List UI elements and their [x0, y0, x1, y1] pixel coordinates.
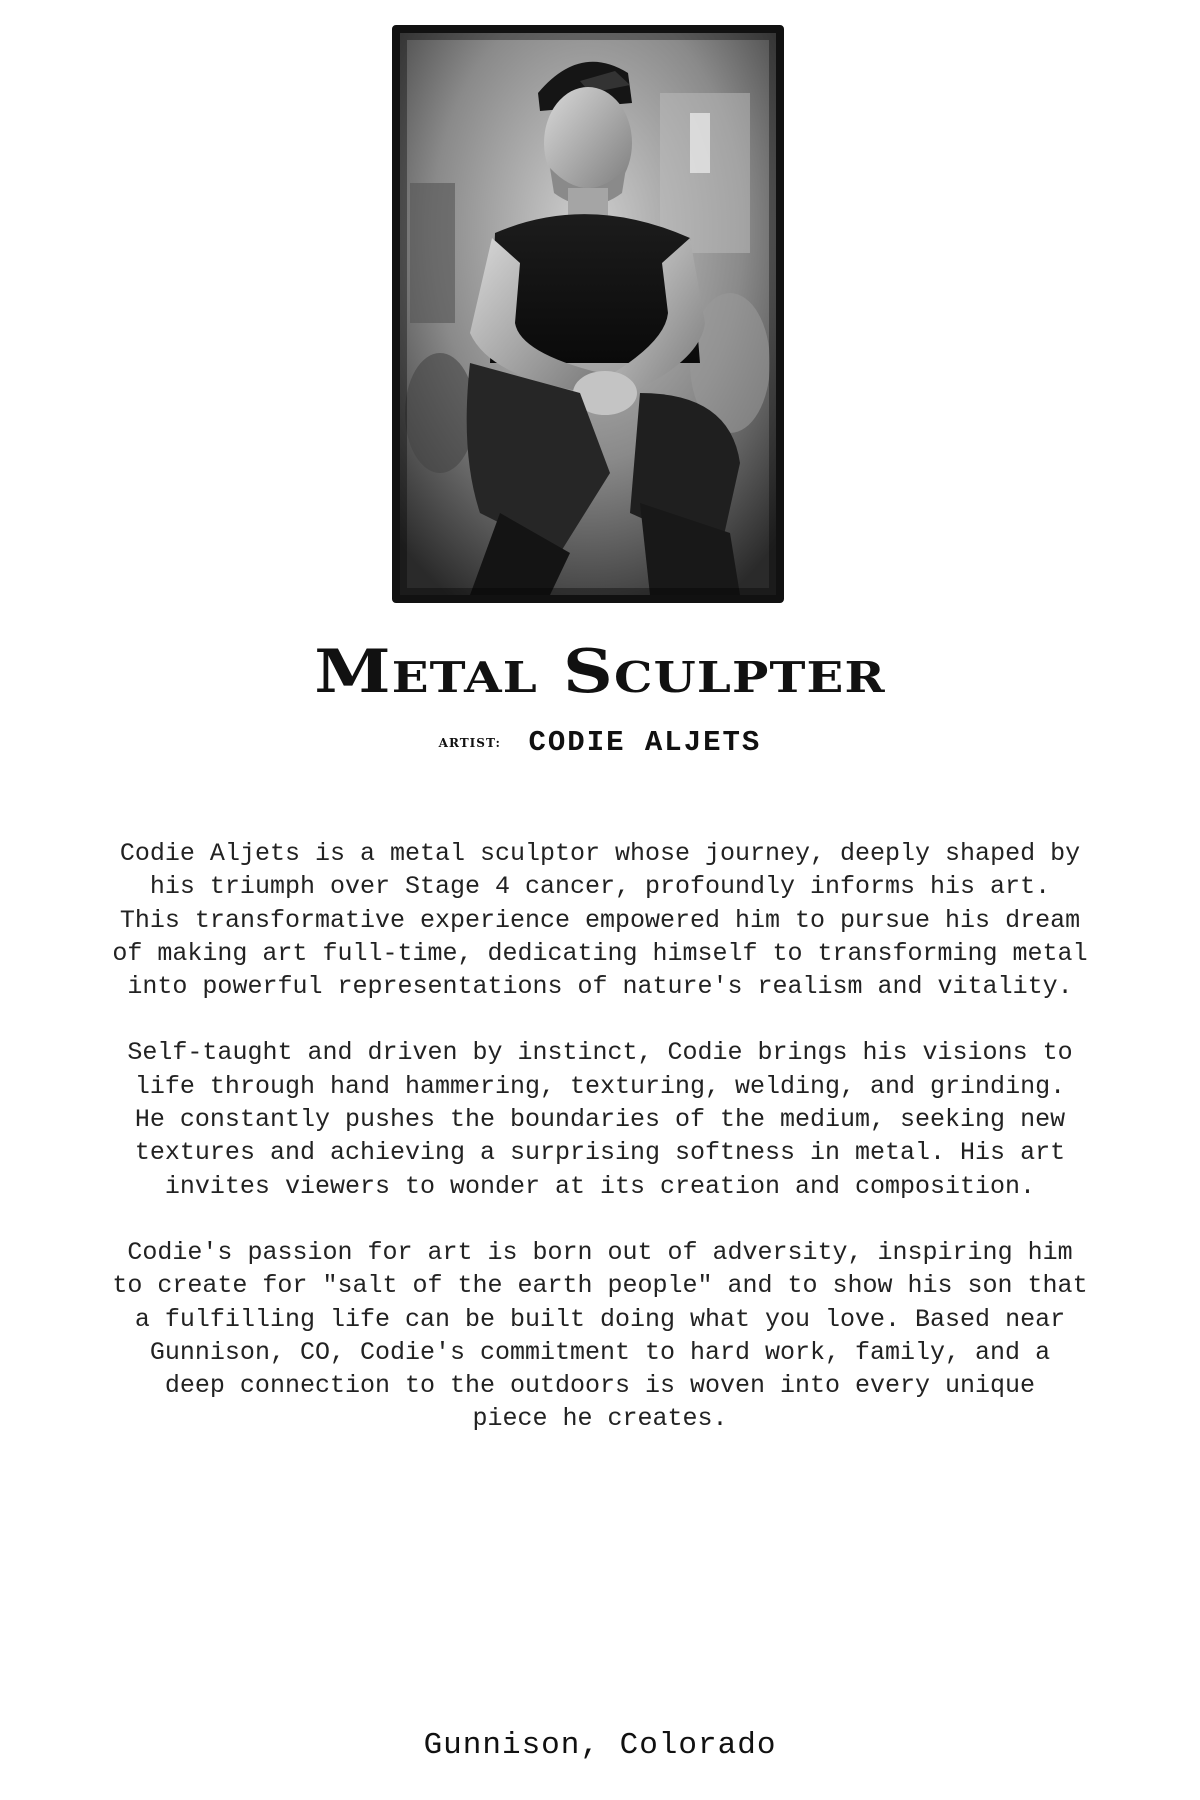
- artist-label: ARTIST:: [438, 735, 501, 750]
- artist-line: [0, 728, 1200, 757]
- bio-paragraph: Codie's passion for art is born out of adversity, inspiring him to create for "salt of the earth people" and to show his son that a fulfilling life can be built doing what you love. Based near Gunnison, CO, Codie's commitment to hard work, family, and a deep connection to the outdoors is woven into every unique piece he creates.: [112, 1237, 1088, 1434]
- page-title: Metal Sculpter: [314, 637, 886, 707]
- bio-paragraph: Self-taught and driven by instinct, Codie brings his visions to life through hand hammering, texturing, welding, and grinding. He constantly pushes the boundaries of the medium, seeking new textures and achieving a surprising softness in metal. His art invites viewers to wonder at its creation and composition.: [127, 1038, 1073, 1201]
- portrait-image: [400, 33, 776, 595]
- bio-paragraph: Codie Aljets is a metal sculptor whose journey, deeply shaped by his triumph over Stage 4 cancer, profoundly informs his art. This transformative experience empowered him to pursue his dream of making art full-time, dedicating himself to transforming metal into powerful representations of nature's realism and vitality.: [112, 839, 1088, 1002]
- artist-bio: [30, 837, 1170, 1469]
- artist-name: CODIE ALJETS: [528, 726, 762, 759]
- location-text: Gunnison, Colorado: [423, 1728, 777, 1763]
- artist-portrait-photo: [392, 25, 784, 603]
